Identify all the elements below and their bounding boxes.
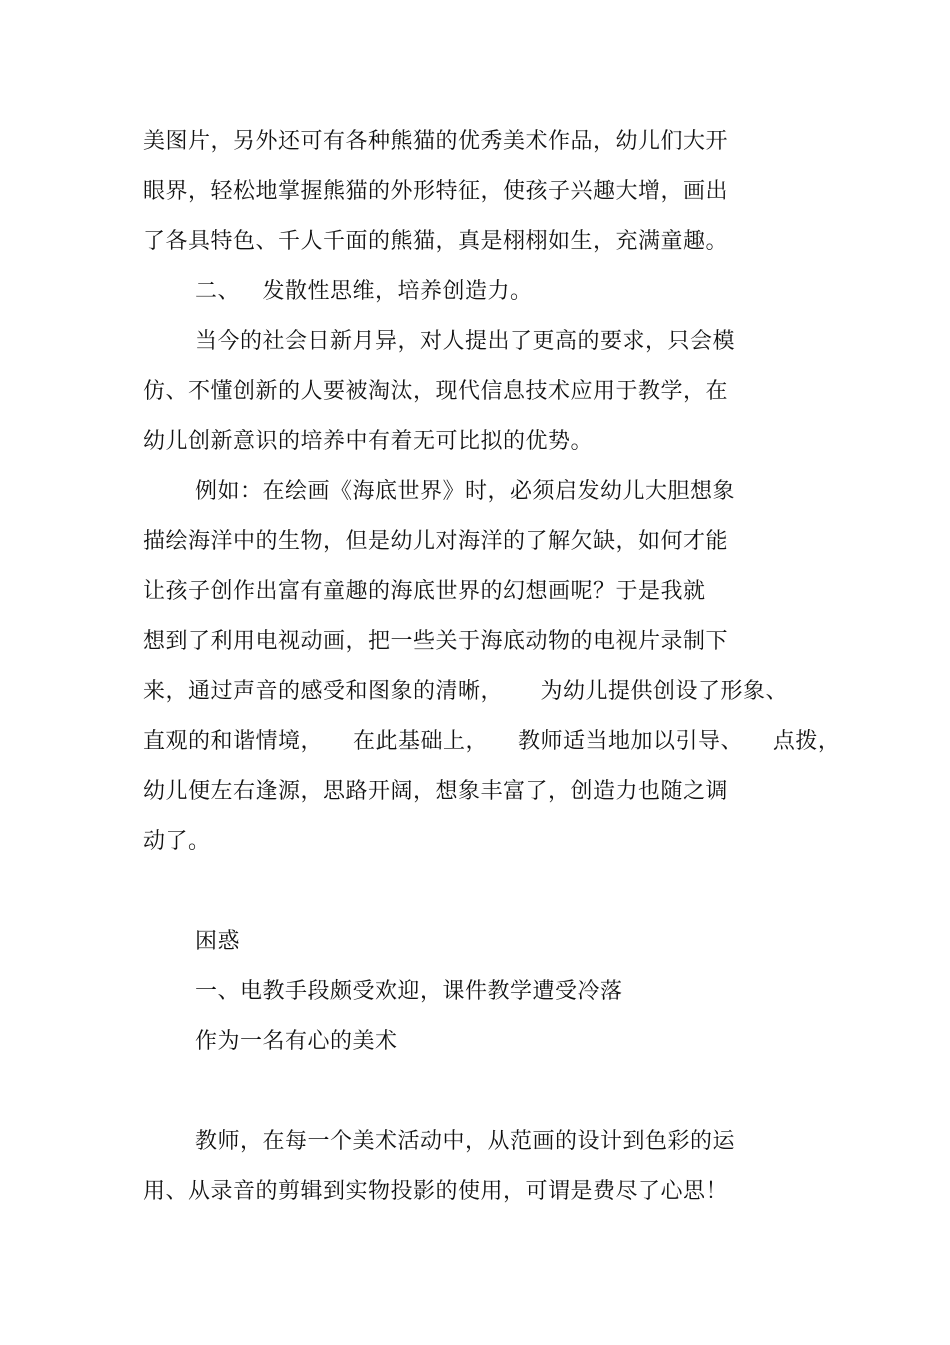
paragraph-line: 想到了利用电视动画，把一些关于海底动物的电视片录制下: [143, 629, 729, 654]
paragraph-line: 仿、不懂创新的人要被淘汰，现代信息技术应用于教学，在: [143, 379, 729, 404]
paragraph-line: 动了。: [143, 829, 211, 854]
section-heading: 二、 发散性思维，培养创造力。: [195, 279, 533, 304]
section-title: 困惑: [195, 929, 241, 954]
paragraph-line: 作为一名有心的美术: [195, 1029, 398, 1054]
paragraph-line: 直观的和谐情境， 在此基础上， 教师适当地加以引导、 点拨，: [143, 729, 841, 754]
section-heading: 一、电教手段颇受欢迎，课件教学遭受冷落: [195, 979, 623, 1004]
paragraph-line: 教师，在每一个美术活动中，从范画的设计到色彩的运: [195, 1129, 736, 1154]
paragraph-line: 例如：在绘画《海底世界》时，必须启发幼儿大胆想象: [195, 479, 736, 504]
paragraph-line: 眼界，轻松地掌握熊猫的外形特征，使孩子兴趣大增，画出: [143, 179, 729, 204]
paragraph-line: 了各具特色、千人千面的熊猫，真是栩栩如生，充满童趣。: [143, 229, 729, 254]
paragraph-line: 幼儿便左右逢源，思路开阔，想象丰富了，创造力也随之调: [143, 779, 729, 804]
paragraph-line: 幼儿创新意识的培养中有着无可比拟的优势。: [143, 429, 594, 454]
paragraph-line: 当今的社会日新月异，对人提出了更高的要求，只会模: [195, 329, 736, 354]
paragraph-line: 描绘海洋中的生物，但是幼儿对海洋的了解欠缺，如何才能: [143, 529, 729, 554]
paragraph-line: 让孩子创作出富有童趣的海底世界的幻想画呢？于是我就: [143, 579, 706, 604]
paragraph-line: 来，通过声音的感受和图象的清晰， 为幼儿提供创设了形象、: [143, 679, 788, 704]
paragraph-line: 美图片，另外还可有各种熊猫的优秀美术作品，幼儿们大开: [143, 129, 729, 154]
paragraph-line: 用、从录音的剪辑到实物投影的使用，可谓是费尽了心思！: [143, 1179, 729, 1204]
